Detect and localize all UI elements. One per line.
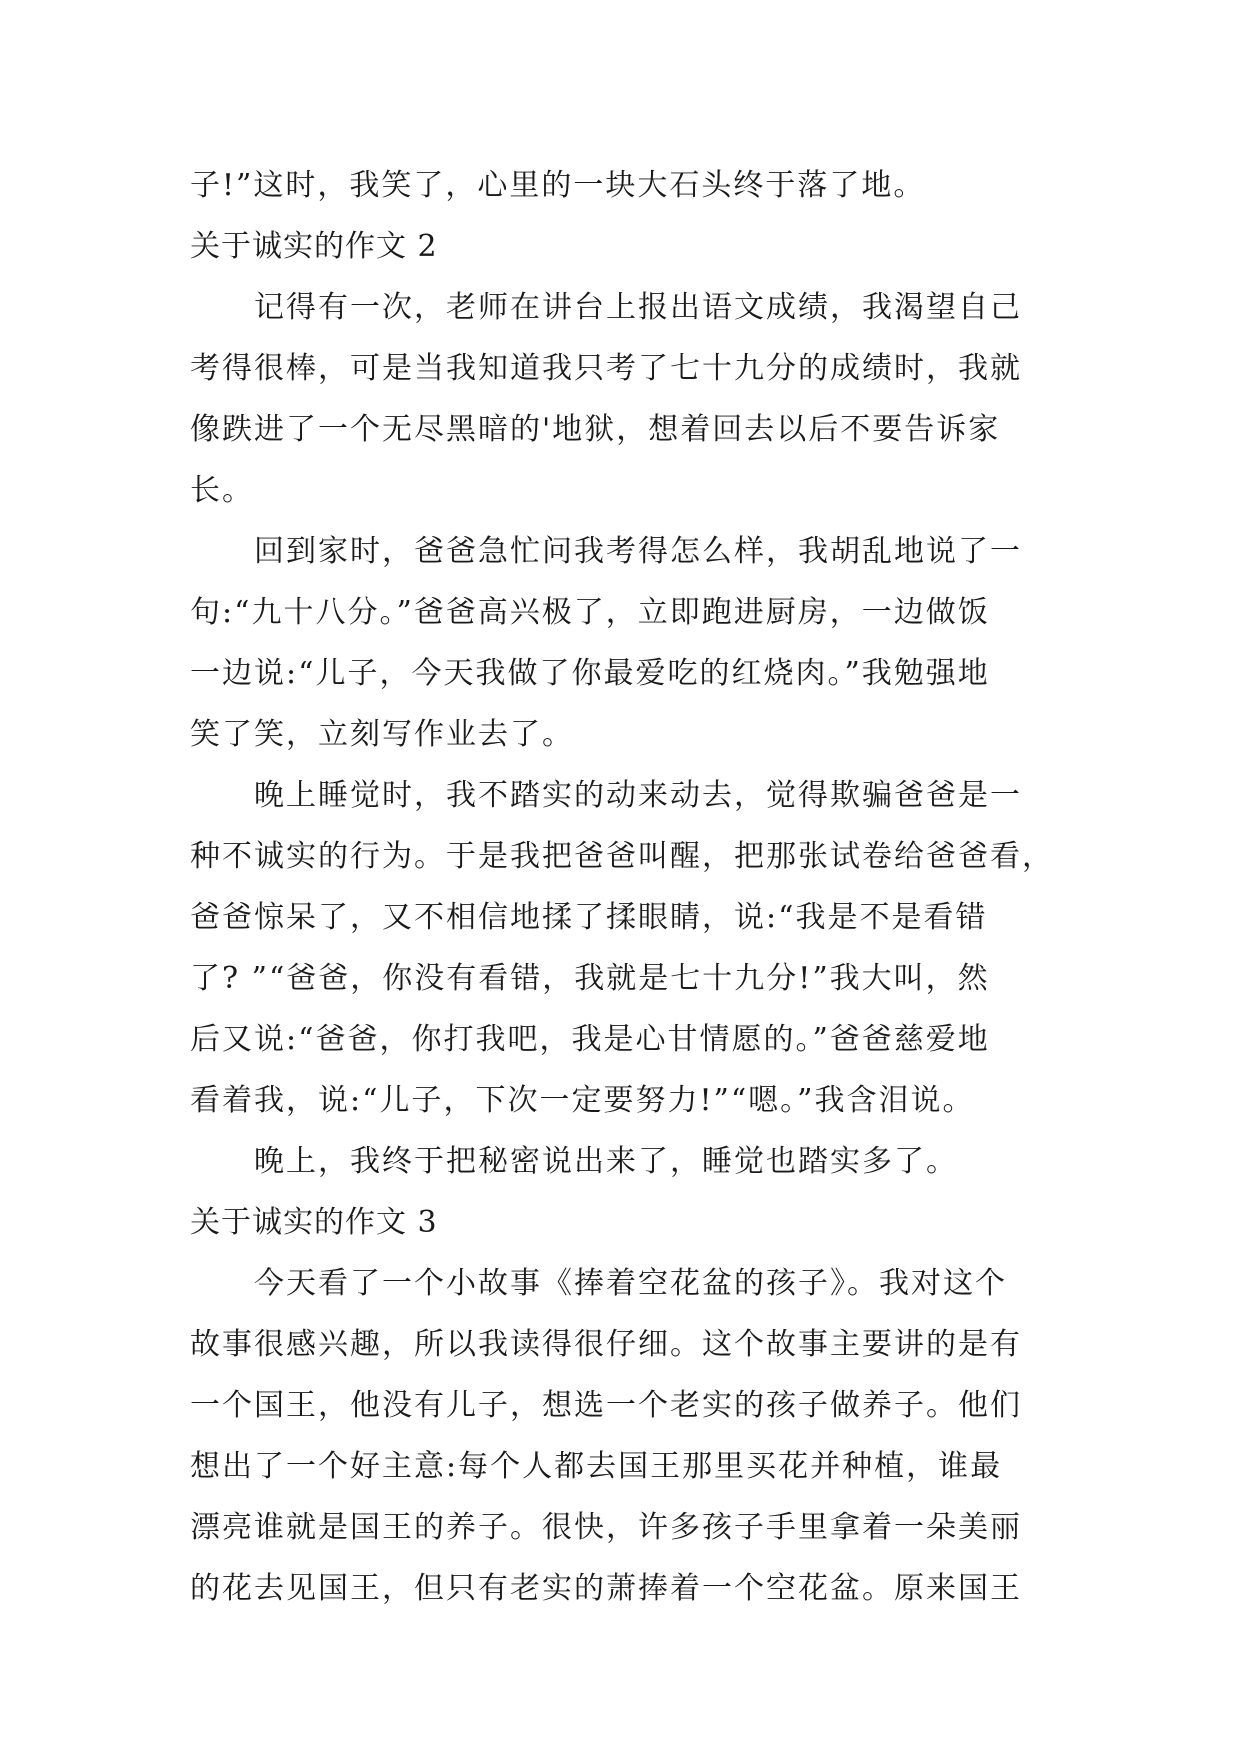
text-line: 种不诚实的行为。于是我把爸爸叫醒，把那张试卷给爸爸看， (190, 839, 1054, 874)
text-line: 考得很棒，可是当我知道我只考了七十九分的成绩时，我就 (190, 351, 1022, 386)
text-line: 长。 (190, 473, 254, 508)
text-line: 子!”这时，我笑了，心里的一块大石头终于落了地。 (190, 168, 926, 203)
text-line: 记得有一次，老师在讲台上报出语文成绩，我渴望自己 (254, 290, 1022, 325)
text-line: 像跌进了一个无尽黑暗的'地狱，想着回去以后不要告诉家 (190, 412, 1001, 447)
text-line: 故事很感兴趣，所以我读得很仔细。这个故事主要讲的是有 (190, 1327, 1022, 1362)
text-line: 晚上，我终于把秘密说出来了，睡觉也踏实多了。 (254, 1144, 958, 1179)
text-line: 后又说:“爸爸，你打我吧，我是心甘情愿的。”爸爸慈爱地 (190, 1022, 990, 1057)
text-line: 的花去见国王，但只有老实的萧捧着一个空花盆。原来国王 (190, 1571, 1022, 1606)
text-line: 一个国王，他没有儿子，想选一个老实的孩子做养子。他们 (190, 1388, 1022, 1423)
text-line: 一边说:“儿子，今天我做了你最爱吃的红烧肉。”我勉强地 (190, 656, 990, 691)
text-line: 漂亮谁就是国王的养子。很快，许多孩子手里拿着一朵美丽 (190, 1510, 1022, 1545)
text-line: 回到家时，爸爸急忙问我考得怎么样，我胡乱地说了一 (254, 534, 1022, 569)
text-line: 笑了笑，立刻写作业去了。 (190, 717, 574, 752)
document-body (190, 155, 1060, 1619)
text-line: 爸爸惊呆了，又不相信地揉了揉眼睛，说:“我是不是看错 (190, 900, 988, 935)
section-heading: 关于诚实的作文 3 (190, 1205, 438, 1240)
text-line: 今天看了一个小故事《捧着空花盆的孩子》。我对这个 (254, 1266, 1007, 1301)
section-heading: 关于诚实的作文 2 (190, 229, 438, 264)
text-line: 看着我，说:“儿子，下次一定要努力!”“嗯。”我含泪说。 (190, 1083, 975, 1118)
text-line: 了? ”“爸爸，你没有看错，我就是七十九分!”我大叫，然 (190, 961, 990, 996)
text-line: 句:“九十八分。”爸爸高兴极了，立即跑进厨房，一边做饭 (190, 595, 990, 630)
text-line: 晚上睡觉时，我不踏实的动来动去，觉得欺骗爸爸是一 (254, 778, 1022, 813)
text-line: 想出了一个好主意:每个人都去国王那里买花并种植，谁最 (190, 1449, 1003, 1484)
